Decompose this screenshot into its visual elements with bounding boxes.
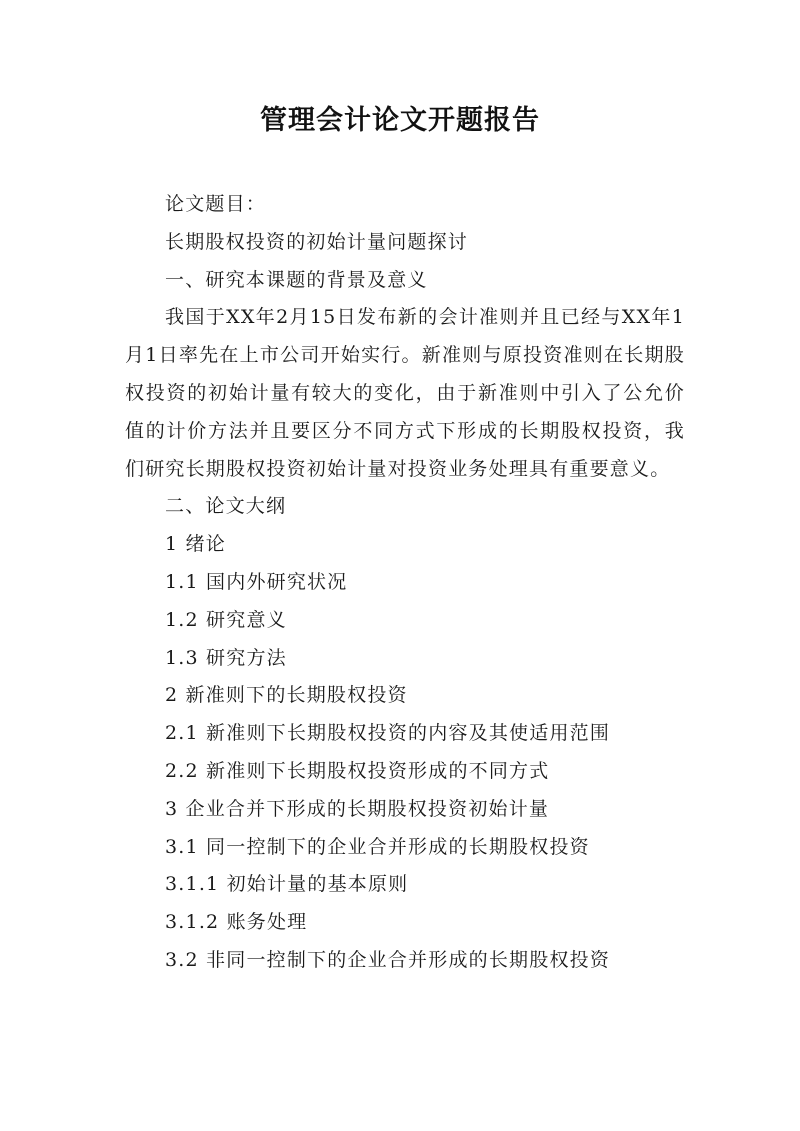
outline-item: 2.2 新准则下长期股权投资形成的不同方式 — [165, 759, 550, 782]
background-paragraph: 我国于XX年2月15日发布新的会计准则并且已经与XX年1月1日率先在上市公司开始实行。新准则与原投资准则在长期股权投资的初始计量有较大的变化，由于新准则中引入了公允价值的计价方法并且要区分不同方式下形成的长期股权投资，我们研究长期股权投资初始计量对投资业务处理具有重要意义。 — [125, 306, 685, 480]
section-heading-outline: 二、论文大纲 — [165, 495, 287, 518]
document-body — [125, 186, 685, 980]
outline-item: 1 绪论 — [165, 533, 226, 556]
topic-text: 长期股权投资的初始计量问题探讨 — [165, 230, 469, 253]
topic-label: 论文题目： — [165, 193, 267, 215]
outline-item: 1.2 研究意义 — [165, 608, 287, 631]
outline-item: 2 新准则下的长期股权投资 — [165, 684, 408, 707]
outline-item: 3.1.2 账务处理 — [165, 911, 308, 934]
outline-item: 3.2 非同一控制下的企业合并形成的长期股权投资 — [165, 948, 611, 971]
outline-item: 1.1 国内外研究状况 — [165, 570, 348, 593]
outline-item: 2.1 新准则下长期股权投资的内容及其使适用范围 — [165, 722, 611, 745]
section-heading-background: 一、研究本课题的背景及意义 — [165, 268, 428, 291]
outline-item: 1.3 研究方法 — [165, 646, 287, 669]
outline-item: 3.1.1 初始计量的基本原则 — [165, 873, 409, 896]
outline-item: 3.1 同一控制下的企业合并形成的长期股权投资 — [165, 835, 590, 858]
outline-item: 3 企业合并下形成的长期股权投资初始计量 — [165, 797, 550, 820]
document-title: 管理会计论文开题报告 — [260, 105, 540, 136]
